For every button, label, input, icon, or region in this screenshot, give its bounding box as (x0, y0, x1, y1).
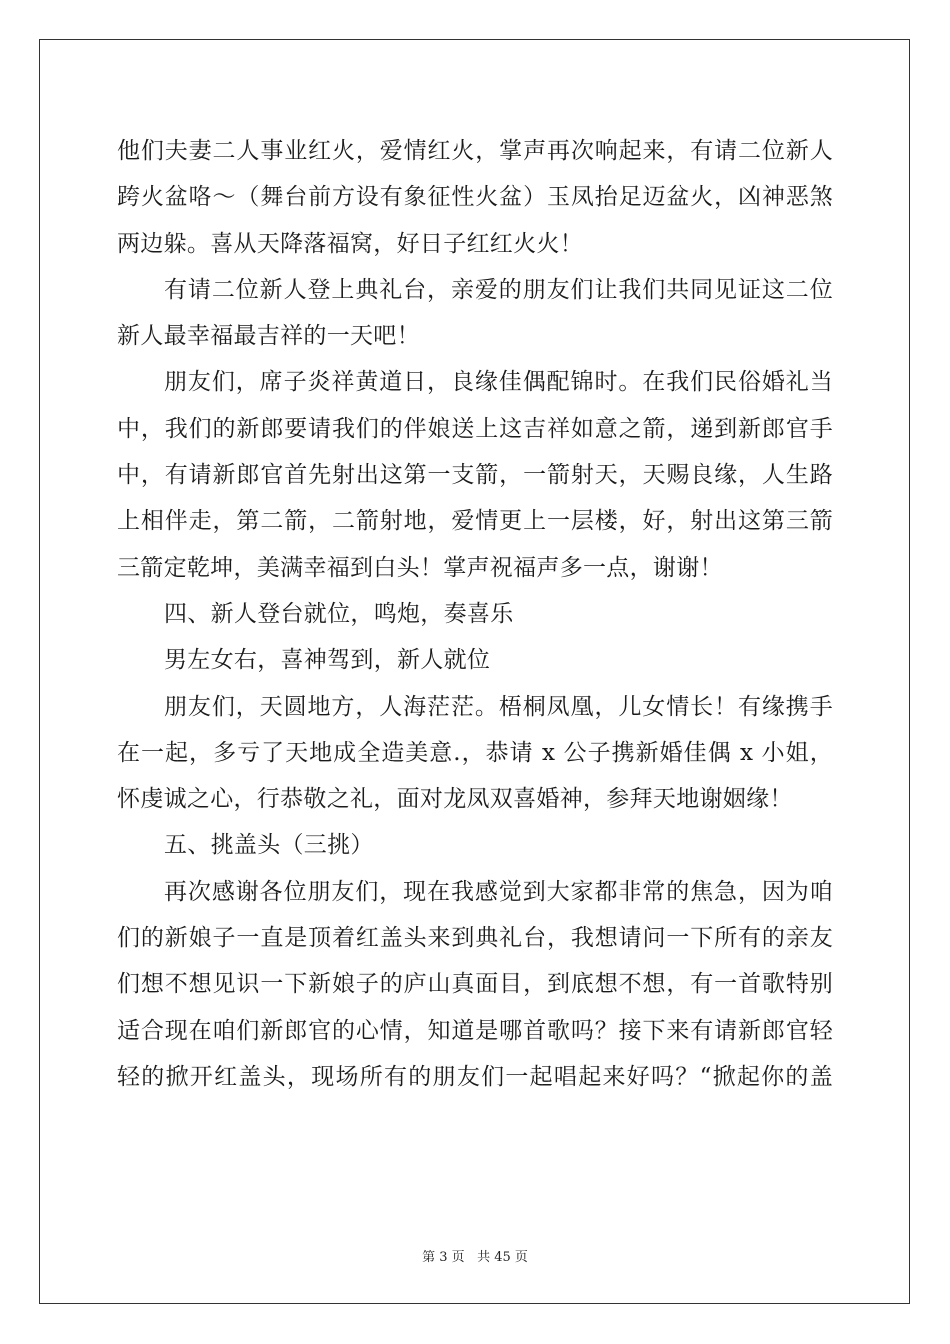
text-line: 们的新娘子一直是顶着红盖头来到典礼台，我想请问一下所有的亲友 (117, 925, 833, 952)
current-page-number: 第 3 页 (422, 1250, 465, 1265)
text-line: 们想不想见识一下新娘子的庐山真面目，到底想不想，有一首歌特别 (117, 971, 833, 998)
text-line: 男左女右，喜神驾到，新人就位 (164, 647, 491, 674)
text-line: 新人最幸福最吉祥的一天吧！ (117, 323, 420, 350)
text-line: 中，有请新郎官首先射出这第一支箭，一箭射天，天赐良缘，人生路 (117, 462, 833, 489)
text-line: 轻的掀开红盖头，现场所有的朋友们一起唱起来好吗？“掀起你的盖 (117, 1063, 833, 1090)
text-line: 上相伴走，第二箭，二箭射地，爱情更上一层楼，好，射出这第三箭 (117, 508, 833, 535)
text-line: 朋友们，天圆地方，人海茫茫。梧桐凤凰，儿女情长！有缘携手 (164, 693, 833, 720)
text-line: 怀虔诚之心，行恭敬之礼，面对龙凤双喜婚神，参拜天地谢姻缘！ (117, 786, 793, 813)
text-line: 两边躲。喜从天降落福窝，好日子红红火火！ (117, 230, 583, 257)
total-page-count: 共 45 页 (477, 1250, 528, 1265)
text-line: 有请二位新人登上典礼台，亲爱的朋友们让我们共同见证这二位 (164, 276, 833, 303)
text-line: 中，我们的新郎要请我们的伴娘送上这吉祥如意之箭，递到新郎官手 (117, 415, 833, 442)
text-line: 朋友们，席子炎祥黄道日，良缘佳偶配锦时。在我们民俗婚礼当 (164, 369, 833, 396)
text-line: 五、挑盖头（三挑） (164, 832, 374, 859)
footer-spacer (465, 1250, 477, 1265)
text-line: 跨火盆咯～（舞台前方设有象征性火盆）玉凤抬足迈盆火，凶神恶煞 (117, 184, 833, 211)
text-line: 在一起，多亏了天地成全造美意.，恭请 x 公子携新婚佳偶 x 小姐， (117, 739, 833, 766)
text-line: 再次感谢各位朋友们，现在我感觉到大家都非常的焦急，因为咱 (164, 878, 833, 905)
text-line: 三箭定乾坤，美满幸福到白头！掌声祝福声多一点，谢谢！ (117, 554, 723, 581)
page-footer (0, 1246, 950, 1265)
text-line: 适合现在咱们新郎官的心情，知道是哪首歌吗？接下来有请新郎官轻 (117, 1017, 833, 1044)
document-body (117, 128, 833, 1100)
text-line: 他们夫妻二人事业红火，爱情红火，掌声再次响起来，有请二位新人 (117, 138, 833, 164)
text-line: 四、新人登台就位，鸣炮，奏喜乐 (164, 600, 514, 627)
